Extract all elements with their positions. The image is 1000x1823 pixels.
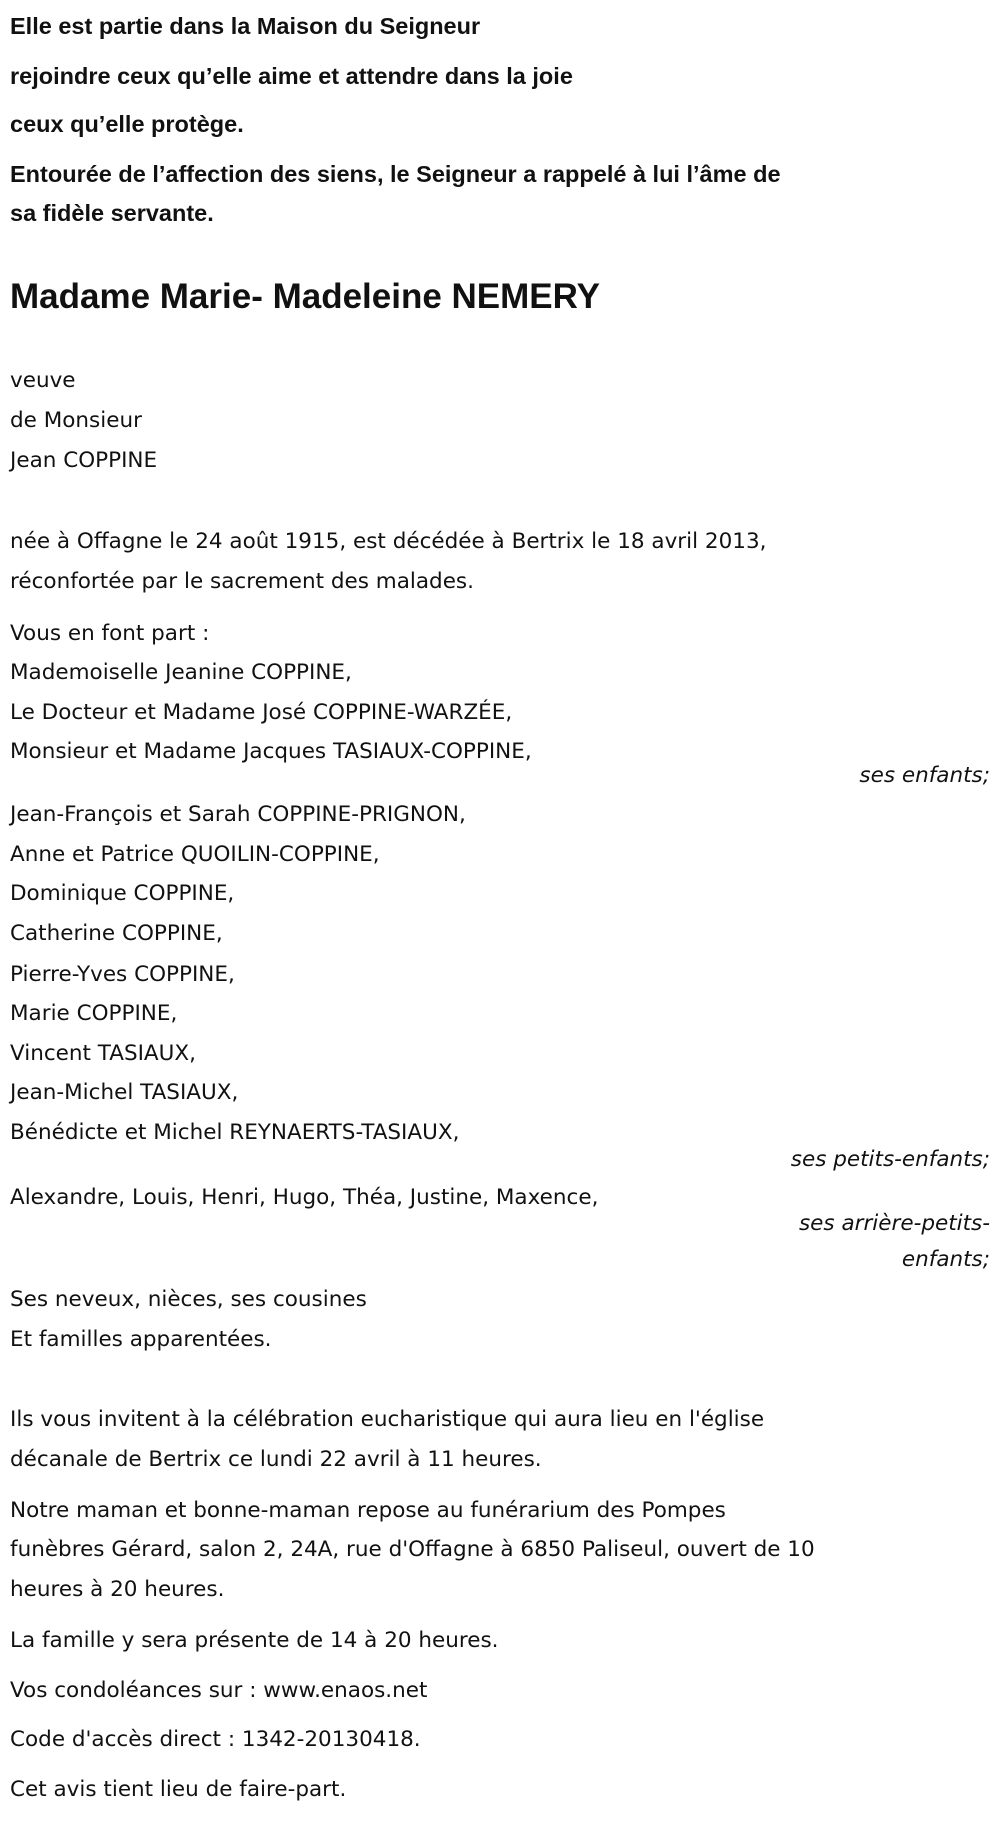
child-item: Monsieur et Madame Jacques TASIAUX-COPPINE, [10,739,532,764]
grandchildren-label: ses petits-enfants; [790,1147,990,1172]
grandchild-item: Dominique COPPINE, [10,881,235,906]
great-grandchildren-line: Alexandre, Louis, Henri, Hugo, Théa, Justine, Maxence, [10,1185,599,1210]
grandchild-item: Jean-François et Sarah COPPINE-PRIGNON, [10,802,466,827]
family-presence: La famille y sera présente de 14 à 20 heures. [10,1628,499,1653]
intro-line: Entourée de l’affection des siens, le Seigneur a rappelé à lui l’âme de [10,161,781,187]
grandchild-item: Catherine COPPINE, [10,921,223,946]
grandchild-item: Vincent TASIAUX, [10,1041,196,1066]
birth-death-line: réconfortée par le sacrement des malades. [10,569,474,594]
intro-line: ceux qu’elle protège. [10,111,244,137]
condolences-line: Vos condoléances sur : www.enaos.net [10,1678,428,1703]
spouse-line: Jean COPPINE [10,448,158,473]
others-line: Ses neveux, nièces, ses cousines [10,1287,367,1312]
announce-line: Vous en font part : [10,621,210,646]
spouse-line: de Monsieur [10,408,142,433]
grandchild-item: Bénédicte et Michel REYNAERTS-TASIAUX, [10,1120,460,1145]
funerarium-line: funèbres Gérard, salon 2, 24A, rue d'Offagne à 6850 Paliseul, ouvert de 10 [10,1537,815,1562]
others-line: Et familles apparentées. [10,1327,272,1352]
great-grandchildren-label: ses arrière-petits- [798,1211,990,1236]
ceremony-line: Ils vous invitent à la célébration eucharistique qui aura lieu en l'église [10,1407,765,1432]
intro-line: Elle est partie dans la Maison du Seigneur [10,13,481,39]
grandchild-item: Marie COPPINE, [10,1001,178,1026]
grandchild-item: Jean-Michel TASIAUX, [10,1080,239,1105]
ceremony-line: décanale de Bertrix ce lundi 22 avril à 11 heures. [10,1447,542,1472]
grandchild-item: Pierre-Yves COPPINE, [10,962,235,987]
great-grandchildren-label: enfants; [901,1247,990,1272]
intro-line: sa fidèle servante. [10,200,214,226]
access-code: Code d'accès direct : 1342-20130418. [10,1727,421,1752]
deceased-name: Madame Marie- Madeleine NEMERY [10,277,600,316]
funerarium-line: heures à 20 heures. [10,1577,225,1602]
grandchild-item: Anne et Patrice QUOILIN-COPPINE, [10,842,380,867]
children-label: ses enfants; [859,763,990,788]
child-item: Mademoiselle Jeanine COPPINE, [10,660,352,685]
closing-line: Cet avis tient lieu de faire-part. [10,1777,347,1802]
spouse-line: veuve [10,368,76,393]
intro-line: rejoindre ceux qu’elle aime et attendre dans la joie [10,63,573,89]
funerarium-line: Notre maman et bonne-maman repose au funérarium des Pompes [10,1498,726,1523]
child-item: Le Docteur et Madame José COPPINE-WARZÉE, [10,700,513,725]
birth-death-line: née à Offagne le 24 août 1915, est décédée à Bertrix le 18 avril 2013, [10,529,767,554]
